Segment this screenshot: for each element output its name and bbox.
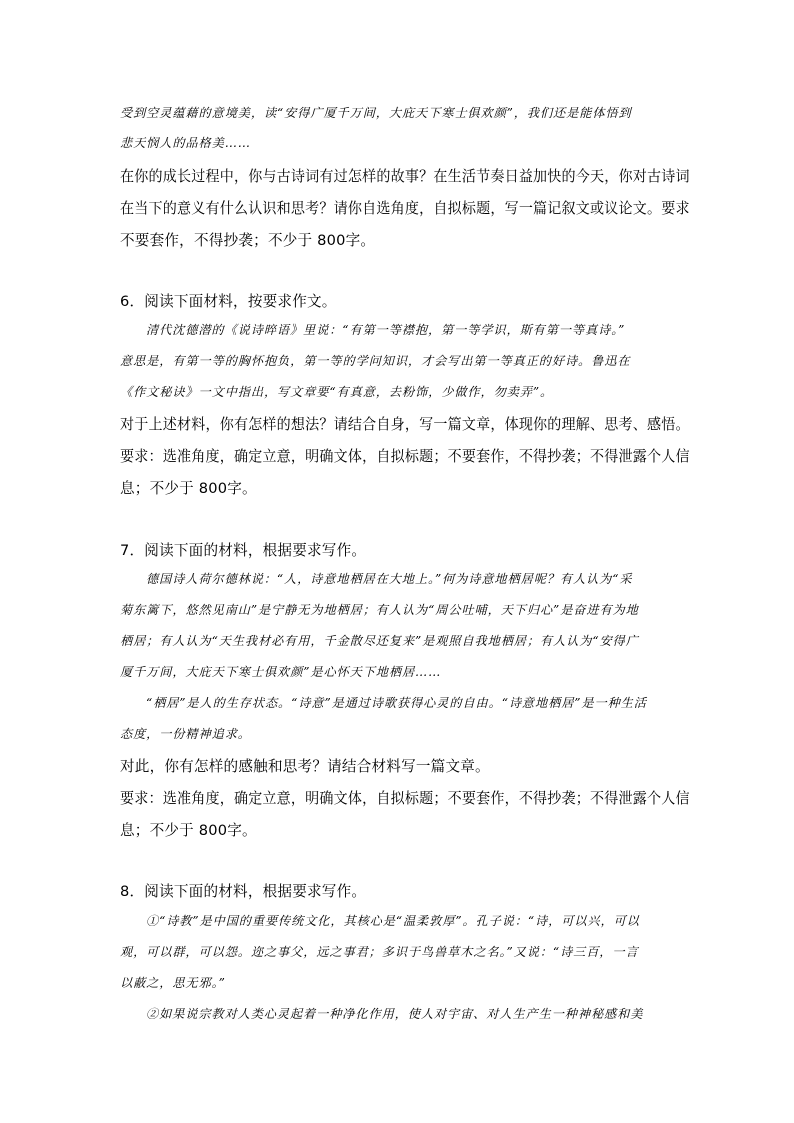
material-line: 意思是，有第一等的胸怀抱负，第一等的学问知识，才会写出第一等真正的好诗。鲁迅在 <box>120 354 631 368</box>
material-line: ②如果说宗教对人类心灵起着一种净化作用，使人对宇宙、对人生产生一种神秘感和美 <box>146 1007 644 1021</box>
essay-requirement-line: 不要套作，不得抄袭；不少于 800字。 <box>120 232 376 249</box>
requirement-line: 要求：选准角度，确定立意，明确文体，自拟标题；不要套作，不得抄袭；不得泄露个人信 <box>120 790 690 807</box>
material-line: “栖居”是人的生存状态。“诗意”是通过诗歌获得心灵的自由。“诗意地栖居”是一种生活 <box>146 696 647 710</box>
essay-material-line: 悲天悯人的品格美…… <box>120 136 251 150</box>
question-heading-8: 8．阅读下面的材料，根据要求写作。 <box>120 883 367 900</box>
material-line: 《作文秘诀》一文中指出，写文章要“有真意，去粉饰，少做作，勿卖弄”。 <box>120 385 554 399</box>
essay-prompt-line: 在当下的意义有什么认识和思考？请你自选角度，自拟标题，写一篇记叙文或议论文。要求 <box>120 200 690 217</box>
requirement-line: 息；不少于 800字。 <box>120 822 257 839</box>
material-line: 态度，一份精神追求。 <box>120 727 251 741</box>
material-line: 清代沈德潜的《说诗晬语》里说：“有第一等襟抱，第一等学识，斯有第一等真诗。” <box>146 323 626 337</box>
essay-prompt-line: 在你的成长过程中，你与古诗词有过怎样的故事？在生活节奏日益加快的今天，你对古诗词 <box>120 168 690 185</box>
material-line: 栖居；有人认为“天生我材必有用，千金散尽还复来”是观照自我地栖居；有人认为“安得广 <box>120 634 639 648</box>
question-heading-6: 6．阅读下面材料，按要求作文。 <box>120 293 337 310</box>
requirement-line: 要求：选准角度，确定立意，明确文体，自拟标题；不要套作，不得抄袭；不得泄露个人信 <box>120 448 690 465</box>
prompt-line: 对此，你有怎样的感触和思考？请结合材料写一篇文章。 <box>120 758 490 775</box>
material-line: 菊东篱下，悠然见南山”是宁静无为地栖居；有人认为“周公吐哺，天下归心”是奋进有为地 <box>120 603 639 617</box>
requirement-line: 息；不少于 800字。 <box>120 480 257 497</box>
prompt-line: 对于上述材料，你有怎样的想法？请结合自身，写一篇文章，体现你的理解、思考、感悟。 <box>120 416 690 433</box>
material-line: 德国诗人荷尔德林说：“人，诗意地栖居在大地上。”何为诗意地栖居呢？有人认为“采 <box>146 572 633 586</box>
material-line: ①“诗教”是中国的重要传统文化，其核心是“温柔敦厚”。孔子说：“诗，可以兴，可以 <box>146 914 640 928</box>
essay-material-line: 受到空灵蕴藉的意境美，读“安得广厦千万间，大庇天下寒士俱欢颜”，我们还是能体悟到 <box>120 106 632 120</box>
question-heading-7: 7．阅读下面的材料，根据要求写作。 <box>120 542 367 559</box>
material-line: 观，可以群，可以怨。迩之事父，远之事君；多识于鸟兽草木之名。”又说：“诗三百，一言 <box>120 945 639 959</box>
material-line: 以蔽之，思无邪。” <box>120 976 226 990</box>
material-line: 厦千万间，大庇天下寒士俱欢颜”是心怀天下地栖居…… <box>120 665 442 679</box>
